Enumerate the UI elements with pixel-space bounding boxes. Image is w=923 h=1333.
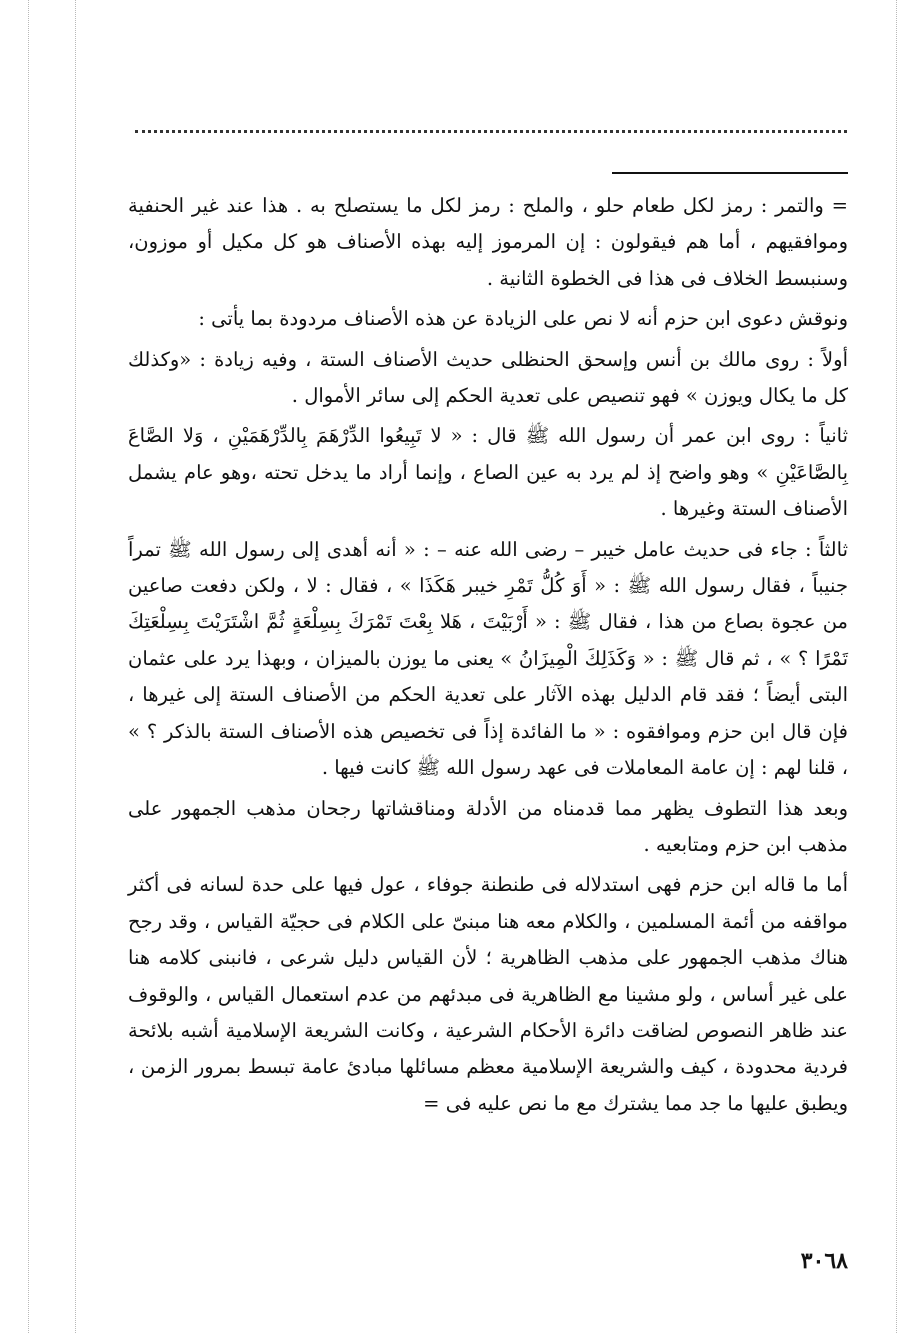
paragraph: ونوقش دعوى ابن حزم أنه لا نص على الزيادة عن هذه الأصناف مردودة بما يأتى :: [198, 307, 848, 331]
paragraph: ثانياً : روى ابن عمر أن رسول الله ﷺ قال : « لا تَبِيعُوا الدِّرْهَمَ بِالدِّرْهَمَيْنِ ، وَلا الصَّاعَ بِالصَّاعَيْنِ » وهو واضح إذ لم يرد به عين الصاع ، وإنما أراد ما يدخل تحته ،وهو عام يشمل الأصناف الستة وغيرها .: [128, 424, 848, 521]
paragraph: أولاً : روى مالك بن أنس وإسحق الحنظلى حديث الأصناف الستة ، وفيه زيادة : «وكذلك كل ما يكال ويوزن » فهو تنصيص على تعدية الحكم إلى سائر الأموال .: [128, 347, 848, 408]
header-dotted-rule: [135, 130, 847, 133]
paragraph: = والتمر : رمز لكل طعام حلو ، والملح : رمز لكل ما يستصلح به . هذا عند غير الحنفية وموافقيهم ، أما هم فيقولون : إن المرموز إليه بهذه الأصناف هو كل مكيل أو موزون، وسنبسط الخلاف فى هذا فى الخطوة الثانية .: [128, 194, 848, 290]
paragraph: أما ما قاله ابن حزم فهى استدلاله فى طنطنة جوفاء ، عول فيها على حدة لسانه فى أكثر مواقفه من أئمة المسلمين ، والكلام معه هنا مبنىّ على الكلام فى حجيّة القياس ، وقد رجح هناك مذهب الجمهور على مذهب الظاهرية ؛ لأن القياس دليل شرعى ، فانبنى كلامه هنا على غير أساس ، ولو مشينا مع الظاهرية فى مبدئهم من عدم استعمال القياس ، والوقوف عند ظاهر النصوص لضاقت دائرة الأحكام الشرعية ، وكانت الشريعة الإسلامية أشبه بلائحة فردية محدودة ، كيف والشريعة الإسلامية معظم مسائلها مبادئ عامة تبسط بمرور الزمن ، ويطبق عليها ما جد مما يشترك مع ما نص عليه فى =: [128, 873, 848, 1115]
paragraph: وبعد هذا التطوف يظهر مما قدمناه من الأدلة ومناقشاتها رجحان مذهب الجمهور على مذهب ابن حزم ومتابعيه .: [128, 796, 848, 856]
margin-guide-line: [28, 0, 29, 1333]
paragraph: ثالثاً : جاء فى حديث عامل خيبر – رضى الله عنه – : « أنه أهدى إلى رسول الله ﷺ تمراً جنيباً ، فقال رسول الله ﷺ : « أَوَ كُلُّ تَمْرِ خيبر هَكَذَا » ، فقال : لا ، ولكن دفعت صاعين من عجوة بصاع من هذا ، فقال ﷺ : « أَرْبَيْتَ ، هَلا بِعْتَ تَمْرَكَ بِسِلْعَةٍ ثُمَّ اشْتَرَيْتَ بِسِلْعَتِكَ تَمْرًا ؟ » ، ثم قال ﷺ : « وَكَذَلِكَ الْمِيزَانُ » يعنى ما يوزن بالميزان ، وبهذا يرد على عثمان البتى أيضاً ؛ فقد قام الدليل بهذه الآثار على تعدية الحكم من الأصناف الستة إلى غيرها ، فإن قال ابن حزم وموافقوه : « ما الفائدة إذاً فى تخصيص هذه الأصناف الستة بالذكر ؟ » ، قلنا لهم : إن عامة المعاملات فى عهد رسول الله ﷺ كانت فيها .: [128, 537, 848, 780]
header-solid-rule: [612, 172, 848, 174]
page-number: ٣٠٦٨: [800, 1248, 848, 1274]
margin-guide-line: [896, 0, 897, 1333]
margin-guide-line: [75, 0, 76, 1333]
page-body-text: [128, 188, 848, 1126]
